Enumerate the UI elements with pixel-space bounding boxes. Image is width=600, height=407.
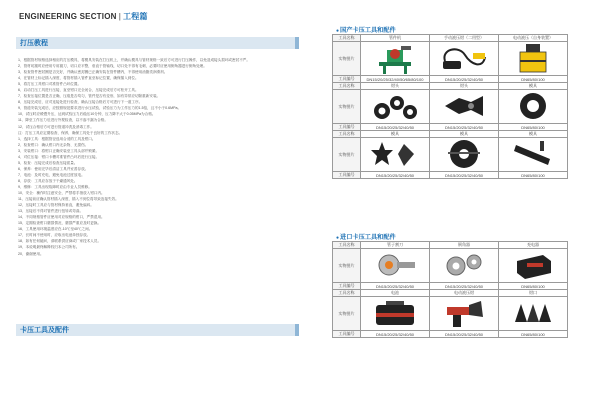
tool-image-row xyxy=(333,249,568,283)
step-item: 12、试压合格后方可进行管道冲洗及消毒工作。 xyxy=(18,124,94,129)
tool-name-cell: 电动液压（自身装置） xyxy=(499,35,568,42)
tool-name-cell: 管子割刀 xyxy=(361,242,430,249)
step-item: 7、电池：及时充电，避免电池过度放电。 xyxy=(18,172,85,177)
row-label: 工具编号 xyxy=(333,76,361,83)
tool-code-row xyxy=(333,76,568,83)
tool-code-cell: DN15/20/25/32/40/50 xyxy=(430,331,499,338)
press-steps-list xyxy=(18,57,288,257)
tool-code-cell: DN15/20/25/32/40/50/65/80/100 xyxy=(361,76,430,83)
tool-name-cell: 管件机 xyxy=(361,35,430,42)
row-label: 工具编号 xyxy=(333,331,361,338)
step-item: 7、检查压接位置是否正确，压痕是否均匀，管件是否有变形，如有异常应切除重新安装。 xyxy=(18,94,161,99)
icon-bar xyxy=(500,139,566,170)
tool-name-row xyxy=(333,83,568,90)
tool-image-cell xyxy=(430,138,499,172)
icon-stars xyxy=(362,138,428,171)
row-label: 工具编号 xyxy=(333,172,361,179)
step-item: 20、谢谢使用。 xyxy=(18,251,44,256)
step-item: 1、根据管材规格选择相应的打压模具，将模具安装在打压机上，并确认模具与管材规格一致后方可进行打压操作，以免造成接头损坏或密封不严。 xyxy=(18,58,250,62)
tool-name-cell: 钳头 xyxy=(430,83,499,90)
tool-name-cell: 电动液压钳 xyxy=(430,290,499,297)
tool-name-cell: 电池 xyxy=(361,290,430,297)
row-label: 实物图片 xyxy=(333,249,361,283)
section-title-tools: 卡压工具及配件 xyxy=(20,327,69,334)
page-header xyxy=(19,11,148,22)
row-label: 实物图片 xyxy=(333,90,361,124)
step-item: 6、启动打压工具进行压接，直至钳口完全闭合，压接完成后方可松开工具。 xyxy=(18,88,139,93)
icon-press-gun xyxy=(431,297,497,330)
tool-image-cell xyxy=(361,90,430,124)
step-item: 19、本说明最终解释权归本公司所有。 xyxy=(18,245,80,250)
tool-code-cell: DN15/20/25/32/40/50 xyxy=(361,283,430,290)
domestic-tools-table xyxy=(332,34,568,179)
tool-image-cell xyxy=(361,42,430,76)
tool-image-cell xyxy=(430,42,499,76)
step-item: 9、管道安装完成后，应按照规范要求进行水压试验，试验压力为工作压力的1.5倍，且不小于0.6MPa。 xyxy=(18,106,182,111)
tool-code-cell: DN15/20/25/32/40/50 xyxy=(430,76,499,83)
row-label: 工具名称 xyxy=(333,242,361,249)
step-item: 1、选择工具：根据管径选用合适的工具及钳口。 xyxy=(18,136,96,141)
icon-charger xyxy=(500,249,566,282)
step-item: 2、检查钳口：确认钳口内无杂物、无损伤。 xyxy=(18,142,89,147)
step-item: 11、压接前应确认管材插入深度，插入不到位将导致连接失效。 xyxy=(18,197,119,202)
header-title-en: ENGINEERING SECTION xyxy=(19,12,117,21)
icon-deburr xyxy=(431,250,497,281)
section-bar-tools xyxy=(16,324,299,336)
tool-name-cell: 模具 xyxy=(499,131,568,138)
step-item: 9、维修：工具出现故障时应由专业人员维修。 xyxy=(18,184,92,189)
tool-code-cell: DN65/80/100 xyxy=(499,76,568,83)
tool-image-cell xyxy=(499,90,568,124)
tool-code-cell: DN15/20/25/32/40/50 xyxy=(361,331,430,338)
tool-code-cell: DN15/20/25/32/40/50 xyxy=(361,124,430,131)
tool-image-cell xyxy=(361,297,430,331)
step-item: 5、检查：压接完成后检查压接质量。 xyxy=(18,160,78,165)
icon-ring xyxy=(500,91,566,122)
tool-code-cell: DN65/80/100 xyxy=(499,331,568,338)
icon-hose-pump xyxy=(431,43,497,74)
domestic-tools-title: ● 国产卡压工具和配件 xyxy=(336,25,396,34)
tool-code-row xyxy=(333,172,568,179)
icon-jaw-set xyxy=(431,138,497,171)
tool-image-cell xyxy=(499,42,568,76)
tool-name-cell: 模具 xyxy=(499,83,568,90)
imported-tools-title: ● 进口卡压工具和配件 xyxy=(336,232,396,241)
section-title-press-tutorial: 打压教程 xyxy=(20,40,48,47)
tool-image-row xyxy=(333,90,568,124)
step-item: 3、安装钳口：将钳口正确安装至工具头部并锁紧。 xyxy=(18,148,100,153)
step-item: 6、保养：使用完毕后清洁工具并妥善存放。 xyxy=(18,166,89,171)
row-label: 工具名称 xyxy=(333,35,361,42)
tool-image-cell xyxy=(499,138,568,172)
tool-code-cell: DN15/20/25/32/40/50 xyxy=(430,124,499,131)
step-item: 8、压接完成后，应对连接处进行检查，确认压接合格后方可进行下一道工序。 xyxy=(18,100,143,105)
row-label: 工具编号 xyxy=(333,124,361,131)
tool-code-cell: DN65/80/100 xyxy=(499,172,568,179)
step-item: 11、降至工作压力后进行外观检查，以不渗不漏为合格。 xyxy=(18,118,108,123)
icon-machine xyxy=(362,42,428,75)
step-item: 12、压接时工具应与管材保持垂直，避免偏斜。 xyxy=(18,203,94,208)
step-item: 18、如有任何疑问，请联系供应商或厂家技术人员。 xyxy=(18,239,102,244)
header-separator: | xyxy=(118,12,122,21)
tool-image-cell xyxy=(499,249,568,283)
tool-name-cell: 钳口 xyxy=(499,290,568,297)
tool-name-cell: 倒角器 xyxy=(430,242,499,249)
tool-name-cell: 模具 xyxy=(361,131,430,138)
tool-code-cell: DN65/80/100 xyxy=(499,124,568,131)
tool-name-row xyxy=(333,290,568,297)
tool-code-cell: DN15/20/25/32/40/50 xyxy=(361,172,430,179)
row-label: 工具名称 xyxy=(333,131,361,138)
step-item: 16、工具使用环境温度应在-10℃至40℃之间。 xyxy=(18,227,93,232)
step-item: 10、安全：操作时注意安全，严禁将手指放入钳口内。 xyxy=(18,191,105,196)
tool-image-cell xyxy=(361,138,430,172)
icon-pump-box xyxy=(500,42,566,75)
row-label: 工具名称 xyxy=(333,83,361,90)
tool-code-row xyxy=(333,331,568,338)
tool-name-row xyxy=(333,242,568,249)
imported-tools-table xyxy=(332,241,568,338)
tool-image-row xyxy=(333,138,568,172)
tool-name-row xyxy=(333,35,568,42)
icon-yoke xyxy=(431,92,497,121)
tool-image-row xyxy=(333,297,568,331)
step-item: 3、检查管件密封圈是否完好，并确认密封圈已正确安装在管件槽内，不得使用油脂类润滑剂。 xyxy=(18,70,168,75)
step-item: 14、不同规格管件应使用对应规格的钳口，严禁混用。 xyxy=(18,215,105,220)
row-label: 工具编号 xyxy=(333,283,361,290)
icon-jaws xyxy=(500,298,566,329)
step-item: 4、对位压接：钳口卡槽对准管件凸环后进行压接。 xyxy=(18,154,100,159)
row-label: 实物图片 xyxy=(333,42,361,76)
icon-cutter xyxy=(362,249,428,282)
tool-name-cell: 钳头 xyxy=(361,83,430,90)
tool-code-cell: DN15/20/25/32/40/50 xyxy=(430,283,499,290)
tool-image-cell xyxy=(361,249,430,283)
tool-name-cell: 模具 xyxy=(430,131,499,138)
row-label: 实物图片 xyxy=(333,138,361,172)
step-item: 注：打压工具应定期检查、保养，确保工具处于良好的工作状态。 xyxy=(18,130,123,135)
step-item: 4、在管材上标记插入深度，将管材插入管件直至标记位置，确保插入到位。 xyxy=(18,76,139,81)
tool-code-cell: DN65/80/100 xyxy=(499,283,568,290)
row-label: 实物图片 xyxy=(333,297,361,331)
row-label: 工具名称 xyxy=(333,290,361,297)
icon-battery xyxy=(362,297,428,330)
step-item: 5、将打压工具钳口对准管件凸环位置。 xyxy=(18,82,82,87)
tool-image-row xyxy=(333,42,568,76)
step-item: 2、管材切割时应使用专用割刀，切口应平整，垂直于管轴线，切口处不得有毛刺，必要时应使用倒角器进行倒角处理。 xyxy=(18,64,207,69)
icon-rings xyxy=(362,91,428,122)
step-item: 17、长时间不使用时，应取出电池单独存放。 xyxy=(18,233,91,238)
tool-image-cell xyxy=(430,90,499,124)
tool-name-row xyxy=(333,131,568,138)
step-item: 13、压接后不得对管件进行扭转或弯曲。 xyxy=(18,209,84,214)
tool-name-cell: 充电器 xyxy=(499,242,568,249)
tool-image-cell xyxy=(430,297,499,331)
step-item: 15、定期检查钳口磨损情况，磨损严重应及时更换。 xyxy=(18,221,102,226)
tool-image-cell xyxy=(430,249,499,283)
header-title-cn: 工程篇 xyxy=(123,12,148,21)
section-bar-press-tutorial xyxy=(16,37,299,49)
tool-code-row xyxy=(333,283,568,290)
tool-code-cell: DN15/20/25/32/40/50 xyxy=(430,172,499,179)
tool-code-row xyxy=(333,124,568,131)
step-item: 10、试压时应缓慢升压，达到试验压力后稳压10分钟，压力降不大于0.05MPa为合格。 xyxy=(18,112,156,117)
tool-name-cell: 手动液压钳（二用型） xyxy=(430,35,499,42)
step-item: 8、存放：工具应存放于干燥通风处。 xyxy=(18,178,78,183)
tool-image-cell xyxy=(499,297,568,331)
